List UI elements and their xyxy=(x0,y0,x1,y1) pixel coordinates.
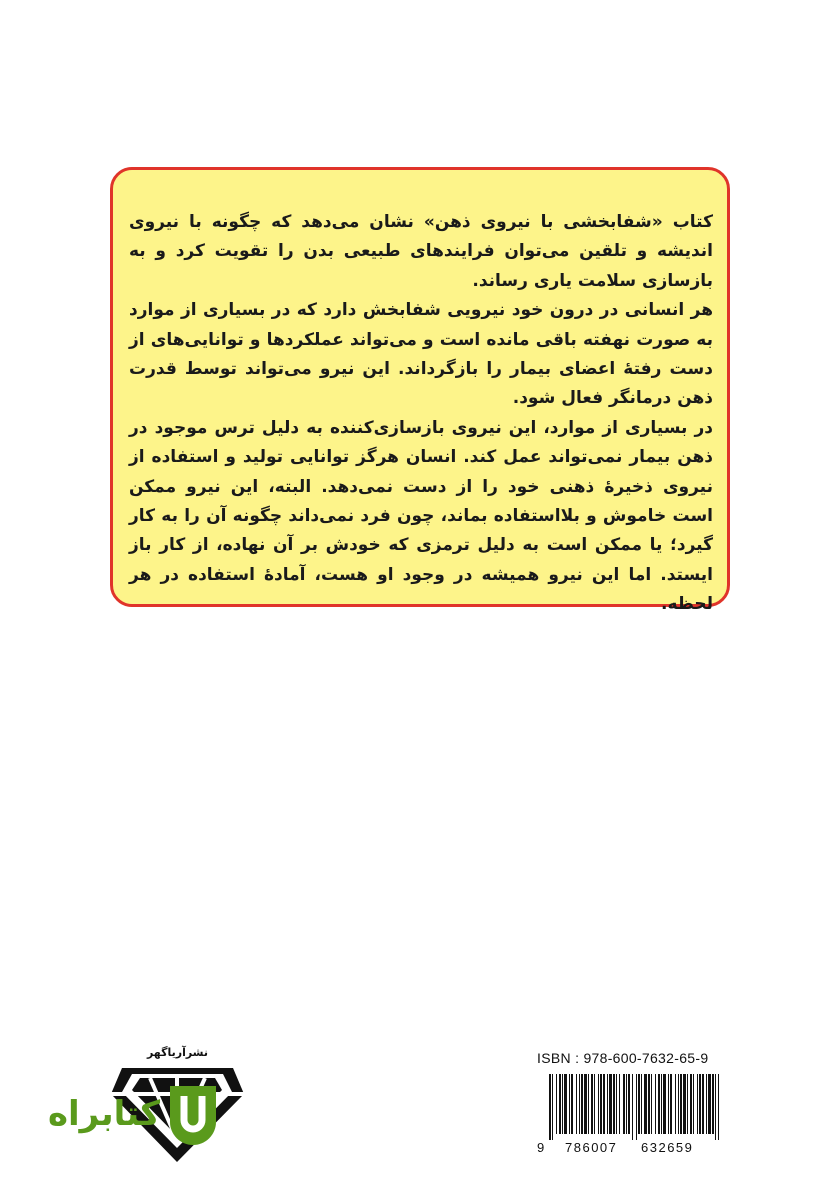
ketabrah-text: کتابراه xyxy=(47,1094,160,1134)
blurb-paragraph-1: کتاب «شفابخشی با نیروی ذهن» نشان می‌دهد که چگونه با نیروی اندیشه و تلقین می‌توان فرایندهای طبیعی بدن را تقویت کرد و به بازسازی سلامت یاری رساند. xyxy=(129,212,713,291)
publisher-name: نشرآریاگهر xyxy=(146,1046,209,1059)
barcode-digits-left: 786007 xyxy=(565,1140,618,1155)
back-cover-blurb-box xyxy=(110,167,730,615)
barcode-digit-first: 9 xyxy=(537,1140,546,1155)
barcode xyxy=(535,1074,725,1142)
barcode-digits-right: 632659 xyxy=(641,1140,694,1155)
ketabrah-watermark xyxy=(40,1080,220,1160)
bookmark-leaf-icon xyxy=(166,1082,220,1148)
blurb-paragraph-3: در بسیاری از موارد، این نیروی بازسازی‌کننده به دلیل ترس موجود در ذهن بیمار نمی‌تواند عمل کند. انسان هرگز توانایی تولید و استفاده از نیروی ذخیرهٔ ذهنی خود را از دست نمی‌دهد. البته، این نیرو ممکن است خاموش و بلااستفاده بماند، چون فرد نمی‌داند چگونه آن را به کار گیرد؛ یا ممکن است به دلیل ترمزی که خودش بر آن نهاده، از کار باز ایستد. اما این نیرو همیشه در وجود او هست، آمادهٔ استفاده در هر لحظه. xyxy=(129,417,713,615)
isbn-barcode-block xyxy=(535,1050,725,1160)
isbn-label: ISBN : 978-600-7632-65-9 xyxy=(537,1050,709,1066)
blurb-paragraph-2: هر انسانی در درون خود نیرویی شفابخش دارد که در بسیاری از موارد به صورت نهفته باقی مانده است و می‌تواند عملکردها و توانایی‌های از دست رفتهٔ اعضای بیمار را بازگرداند. این نیرو می‌تواند توسط قدرت ذهن درمانگر فعال شود. xyxy=(129,300,713,409)
